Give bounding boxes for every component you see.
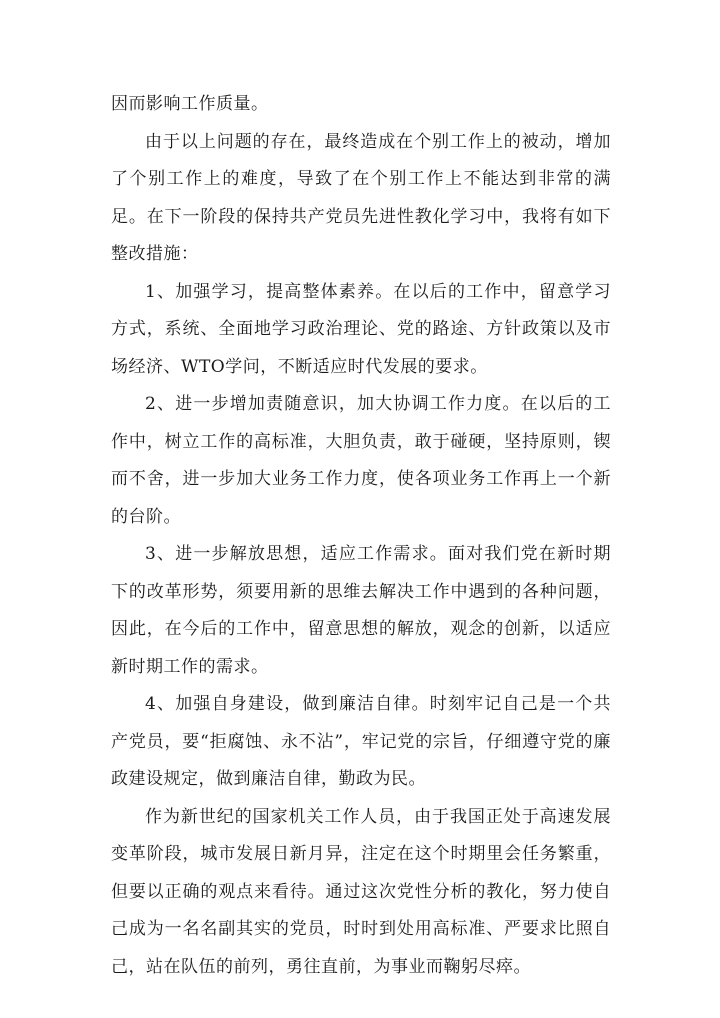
document-page (111, 86, 611, 986)
paragraph-problem-summary: 由于以上问题的存在，最终造成在个别工作上的被动，增加了个别工作上的难度，导致了在个别工作上不能达到非常的满足。在下一阶段的保持共产党员先进性教化学习中，我将有如下整改措施： (111, 131, 611, 264)
paragraph-measure-4: 4、加强自身建设，做到廉洁自律。时刻牢记自己是一个共产党员，要“拒腐蚀、永不沾”，牢记党的宗旨，仔细遵守党的廉政建设规定，做到廉洁自律，勤政为民。 (111, 694, 611, 789)
paragraph-measure-3: 3、进一步解放思想，适应工作需求。面对我们党在新时期下的改革形势，须要用新的思维去解决工作中遇到的各种问题，因此，在今后的工作中，留意思想的解放，观念的创新，以适应新时期工作的需求。 (111, 544, 611, 677)
paragraph-conclusion: 作为新世纪的国家机关工作人员，由于我国正处于高速发展变革阶段，城市发展日新月异，注定在这个时期里会任务繁重，但要以正确的观点来看待。通过这次党性分析的教化，努力使自己成为一名名副其实的党员，时时到处用高标准、严要求比照自己，站在队伍的前列，勇往直前，为事业而鞠躬尽瘁。 (111, 806, 611, 977)
paragraph-measure-1: 1、加强学习，提高整体素养。在以后的工作中，留意学习方式，系统、全面地学习政治理论、党的路途、方针政策以及市场经济、WTO学问，不断适应时代发展的要求。 (111, 281, 611, 377)
paragraph-continuation: 因而影响工作质量。 (111, 94, 269, 114)
paragraph-measure-2: 2、进一步增加责随意识，加大协调工作力度。在以后的工作中，树立工作的高标准，大胆负责，敢于碰硬，坚持原则，锲而不舍，进一步加大业务工作力度，使各项业务工作再上一个新的台阶。 (111, 394, 611, 527)
